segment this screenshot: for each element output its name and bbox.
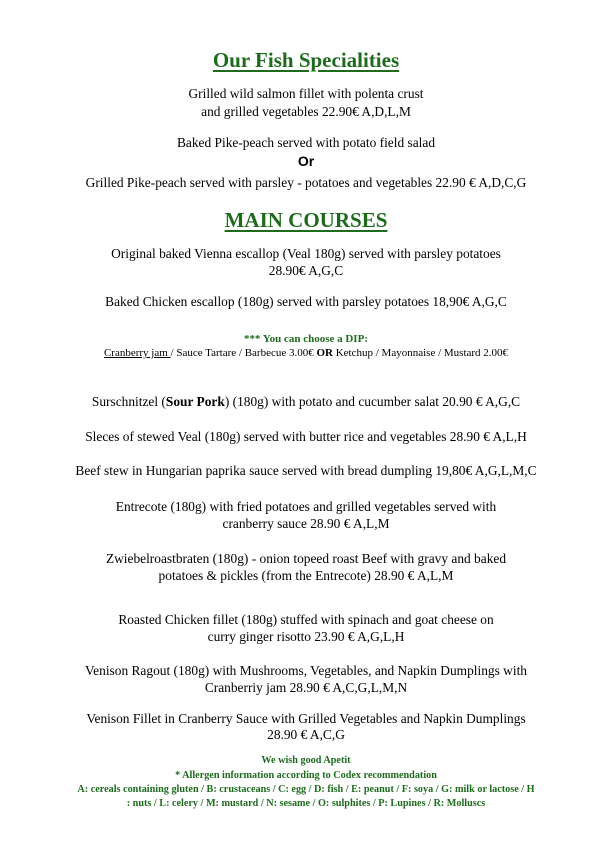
dip-heading: *** You can choose a DIP: [244,333,368,345]
main-item-entrecote-line1: Entrecote (180g) with fried potatoes and grilled vegetables served with [115,499,497,514]
dip-options [0,347,612,360]
main-item-roasted-chicken-line2: curry ginger risotto 23.90 € A,G,L,H [207,629,405,644]
fish-item-baked-pike: Baked Pike-peach served with potato field salad [176,135,436,150]
main-item-entrecote-line2: cranberry sauce 28.90 € A,L,M [222,516,390,531]
main-item-beef-stew: Beef stew in Hungarian paprika sauce served with bread dumpling 19,80€ A,G,L,M,C [75,463,537,478]
main-item-venison-ragout-line1: Venison Ragout (180g) with Mushrooms, Vegetables, and Napkin Dumplings with [85,663,527,678]
main-item-venison-fillet-line1: Venison Fillet in Cranberry Sauce with Grilled Vegetables and Napkin Dumplings [86,711,526,726]
footer-wish: We wish good Apetit [261,755,351,766]
main-item-stewed-veal: Sleces of stewed Veal (180g) served with butter rice and vegetables 28.90 € A,L,H [85,429,527,444]
surschnitzel-post: ) (180g) with potato and cucumber salat 20.90 € A,G,C [224,394,521,409]
main-item-surschnitzel [0,394,612,410]
main-item-zwiebel-line2: potatoes & pickles (from the Entrecote) 28.90 € A,L,M [158,568,454,583]
fish-item-salmon-line1: Grilled wild salmon fillet with polenta crust [188,86,424,101]
main-item-vienna-line2: 28.90€ A,G,C [268,263,344,278]
main-courses-title: MAIN COURSES [224,208,388,232]
footer-allergen-legend-1: A: cereals containing gluten / B: crustaceans / C: egg / D: fish / E: peanut / F: soya / G: milk or lactose / H [77,784,535,795]
or-separator: Or [297,153,315,169]
fish-item-grilled-pike: Grilled Pike-peach served with parsley - potatoes and vegetables 22.90 € A,D,C,G [85,175,527,190]
fish-section-title: Our Fish Specialities [212,48,400,72]
dip-sauces-2: Ketchup / Mayonnaise / Mustard 2.00€ [332,347,509,359]
main-item-vienna-line1: Original baked Vienna escallop (Veal 180g) served with parsley potatoes [111,246,501,261]
dip-or: OR [316,347,333,359]
main-item-venison-ragout-line2: Cranberriy jam 28.90 € A,C,G,L,M,N [204,680,408,695]
footer-allergen-note: * Allergen information according to Codex recommendation [175,770,437,781]
main-item-venison-fillet-line2: 28.90 € A,C,G [267,727,345,742]
dip-separator: / [170,347,174,359]
surschnitzel-bold: Sour Pork [165,394,225,409]
main-item-zwiebel-line1: Zwiebelroastbraten (180g) - onion topeed roast Beef with gravy and baked [105,551,507,566]
main-item-roasted-chicken-line1: Roasted Chicken fillet (180g) stuffed with spinach and goat cheese on [118,612,494,627]
surschnitzel-pre: Surschnitzel ( [91,394,166,409]
fish-item-salmon-line2: and grilled vegetables 22.90€ A,D,L,M [201,104,411,119]
main-item-chicken-escallop: Baked Chicken escallop (180g) served with parsley potatoes 18,90€ A,G,C [105,294,507,309]
footer-allergen-legend-2: : nuts / L: celery / M: mustard / N: sesame / O: sulphites / P: Lupines / R: Molluscs [126,798,486,809]
dip-cranberry: Cranberry jam [103,347,171,359]
dip-sauces-1: Sauce Tartare / Barbecue 3.00€ [173,347,317,359]
